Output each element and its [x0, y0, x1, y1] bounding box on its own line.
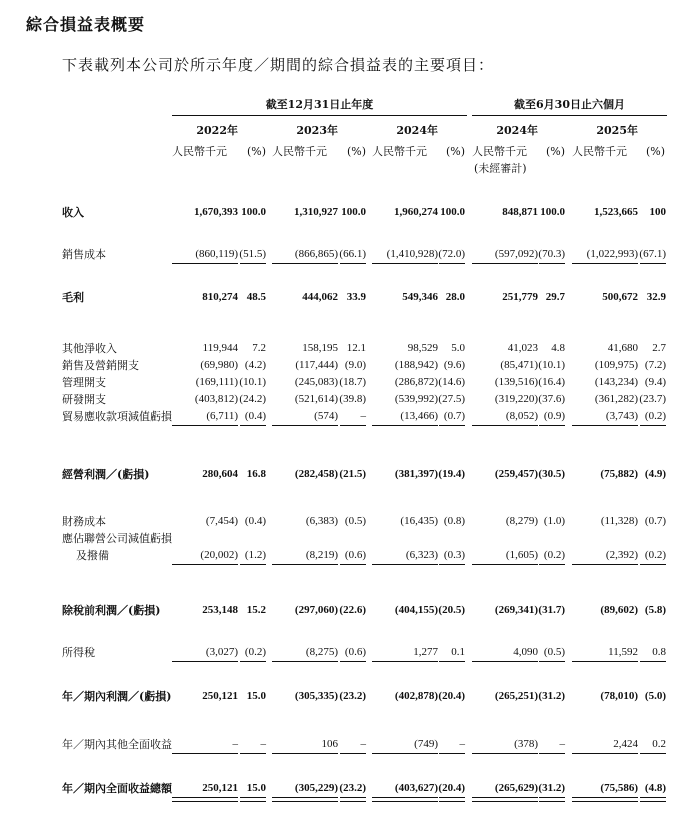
- amount-cell: (297,060): [294, 604, 338, 616]
- percent-cell: (1.0): [543, 515, 565, 527]
- amount-cell: (75,586): [600, 782, 638, 794]
- percent-cell: (31.7): [538, 604, 565, 616]
- amount-cell: (8,219): [305, 549, 338, 561]
- amount-cell: (381,397): [394, 468, 438, 480]
- percent-cell: (4.2): [244, 359, 266, 371]
- amount-cell: 280,604: [202, 468, 238, 480]
- row-label: 財務成本: [62, 515, 106, 528]
- amount-cell: (2,392): [605, 549, 638, 561]
- percent-cell: (16.4): [538, 376, 565, 388]
- amount-cell: (16,435): [400, 515, 438, 527]
- amount-cell: (3,743): [605, 410, 638, 422]
- row-label: 年／期內全面收益總額: [62, 782, 172, 795]
- amount-cell: (8,275): [305, 646, 338, 658]
- percent-cell: 0.1: [451, 646, 465, 658]
- row-label: 收入: [62, 206, 84, 219]
- unit-header-unaudited: (未經審計): [474, 162, 527, 175]
- percent-cell: (72.0): [438, 248, 465, 260]
- amount-cell: (286,872): [394, 376, 438, 388]
- percent-cell: (67.1): [639, 248, 666, 260]
- row-label: 除稅前利潤／(虧損): [62, 604, 161, 617]
- amount-cell: (169,111): [195, 376, 238, 388]
- percent-cell: 15.2: [246, 604, 266, 616]
- row-label: 所得稅: [62, 646, 95, 659]
- percent-cell: (0.4): [244, 410, 266, 422]
- single-underline: [172, 263, 238, 264]
- amount-cell: (7,454): [205, 515, 238, 527]
- amount-cell: (143,234): [594, 376, 638, 388]
- percent-cell: 33.9: [346, 291, 366, 303]
- single-underline: [240, 263, 266, 264]
- percent-cell: (24.2): [239, 393, 266, 405]
- row-label-continued: 及撥備: [76, 549, 109, 562]
- percent-cell: (31.2): [538, 690, 565, 702]
- percent-cell: (0.8): [443, 515, 465, 527]
- single-underline: [439, 564, 465, 565]
- percent-cell: 15.0: [246, 782, 266, 794]
- percent-cell: 100.0: [540, 206, 565, 218]
- percent-cell: (20.4): [438, 690, 465, 702]
- percent-cell: (0.6): [344, 549, 366, 561]
- unit-header-pct: (%): [445, 145, 465, 158]
- amount-cell: 848,871: [502, 206, 538, 218]
- percent-cell: (37.6): [538, 393, 565, 405]
- row-label: 研發開支: [62, 393, 106, 406]
- amount-cell: (13,466): [400, 410, 438, 422]
- amount-cell: 549,346: [402, 291, 438, 303]
- amount-cell: 41,680: [607, 342, 638, 354]
- single-underline: [539, 425, 565, 426]
- amount-cell: (305,229): [294, 782, 338, 794]
- single-underline: [340, 564, 366, 565]
- single-underline: [472, 263, 538, 264]
- amount-cell: (139,516): [494, 376, 538, 388]
- single-underline: [472, 661, 538, 662]
- amount-cell: (89,602): [600, 604, 638, 616]
- amount-cell: (69,980): [200, 359, 238, 371]
- percent-cell: (0.6): [344, 646, 366, 658]
- percent-cell: (0.2): [244, 646, 266, 658]
- single-underline: [640, 753, 666, 754]
- year-header-2022: 2022年: [196, 124, 238, 137]
- percent-cell: (14.6): [438, 376, 465, 388]
- row-label: 年／期內利潤／(虧損): [62, 690, 172, 703]
- amount-cell: (269,341): [494, 604, 538, 616]
- amount-cell: (188,942): [394, 359, 438, 371]
- amount-cell: (539,992): [394, 393, 438, 405]
- double-underline: [172, 797, 238, 802]
- amount-cell: (8,052): [505, 410, 538, 422]
- percent-cell: (31.2): [538, 782, 565, 794]
- percent-cell: (51.5): [239, 248, 266, 260]
- amount-cell: (75,882): [600, 468, 638, 480]
- percent-cell: (21.5): [339, 468, 366, 480]
- amount-cell: 1,523,665: [594, 206, 638, 218]
- percent-cell: (20.4): [438, 782, 465, 794]
- group-header-interim-rule: [472, 115, 667, 116]
- percent-cell: 32.9: [646, 291, 666, 303]
- amount-cell: 253,148: [202, 604, 238, 616]
- group-header-annual: 截至12月31日止年度: [265, 98, 374, 111]
- percent-cell: (10.1): [538, 359, 565, 371]
- unit-header-rmb: 人民幣千元: [372, 145, 427, 158]
- single-underline: [439, 263, 465, 264]
- year-header-2024-h1: 2024年: [496, 124, 538, 137]
- amount-cell: (1,022,993): [586, 248, 638, 260]
- amount-cell: (404,155): [394, 604, 438, 616]
- amount-cell: (20,002): [200, 549, 238, 561]
- percent-cell: (0.3): [443, 549, 465, 561]
- single-underline: [240, 661, 266, 662]
- single-underline: [172, 753, 238, 754]
- percent-cell: (0.9): [543, 410, 565, 422]
- amount-cell: (109,975): [594, 359, 638, 371]
- amount-cell: 1,310,927: [294, 206, 338, 218]
- amount-cell: (6,323): [405, 549, 438, 561]
- amount-cell: (6,711): [206, 410, 238, 422]
- single-underline: [439, 753, 465, 754]
- percent-cell: –: [360, 738, 366, 750]
- single-underline: [472, 753, 538, 754]
- double-underline: [272, 797, 338, 802]
- row-label: 管理開支: [62, 376, 106, 389]
- amount-cell: (574): [314, 410, 338, 422]
- single-underline: [272, 263, 338, 264]
- percent-cell: 4.8: [551, 342, 565, 354]
- amount-cell: 810,274: [202, 291, 238, 303]
- single-underline: [340, 263, 366, 264]
- double-underline: [240, 797, 266, 802]
- amount-cell: (403,812): [194, 393, 238, 405]
- amount-cell: (259,457): [494, 468, 538, 480]
- single-underline: [572, 263, 638, 264]
- amount-cell: 251,779: [502, 291, 538, 303]
- single-underline: [372, 661, 438, 662]
- single-underline: [472, 564, 538, 565]
- amount-cell: 1,670,393: [194, 206, 238, 218]
- percent-cell: (30.5): [538, 468, 565, 480]
- percent-cell: (4.8): [644, 782, 666, 794]
- amount-cell: (749): [414, 738, 438, 750]
- single-underline: [372, 564, 438, 565]
- single-underline: [340, 425, 366, 426]
- single-underline: [539, 753, 565, 754]
- unit-header-rmb: 人民幣千元: [272, 145, 327, 158]
- amount-cell: (521,614): [294, 393, 338, 405]
- percent-cell: (0.4): [244, 515, 266, 527]
- single-underline: [640, 564, 666, 565]
- row-label: 經營利潤／(虧損): [62, 468, 150, 481]
- unit-header-rmb: 人民幣千元: [472, 145, 527, 158]
- amount-cell: 250,121: [202, 782, 238, 794]
- amount-cell: (866,865): [294, 248, 338, 260]
- percent-cell: 100.0: [440, 206, 465, 218]
- single-underline: [372, 753, 438, 754]
- percent-cell: 100.0: [241, 206, 266, 218]
- single-underline: [439, 425, 465, 426]
- percent-cell: (0.5): [344, 515, 366, 527]
- amount-cell: 250,121: [202, 690, 238, 702]
- percent-cell: (9.0): [344, 359, 366, 371]
- row-label: 貿易應收款項減值虧損: [62, 410, 172, 423]
- amount-cell: (319,220): [494, 393, 538, 405]
- percent-cell: (0.7): [644, 515, 666, 527]
- single-underline: [240, 425, 266, 426]
- single-underline: [240, 753, 266, 754]
- percent-cell: (39.8): [339, 393, 366, 405]
- percent-cell: (22.6): [339, 604, 366, 616]
- amount-cell: 41,023: [507, 342, 538, 354]
- row-label: 年／期內其他全面收益: [62, 738, 172, 751]
- single-underline: [640, 661, 666, 662]
- amount-cell: (1,605): [505, 549, 538, 561]
- single-underline: [640, 425, 666, 426]
- row-label: 其他淨收入: [62, 342, 117, 355]
- percent-cell: (5.0): [644, 690, 666, 702]
- percent-cell: (70.3): [538, 248, 565, 260]
- percent-cell: (66.1): [339, 248, 366, 260]
- amount-cell: 1,277: [413, 646, 438, 658]
- amount-cell: (1,410,928): [386, 248, 438, 260]
- percent-cell: –: [559, 738, 565, 750]
- amount-cell: (402,878): [394, 690, 438, 702]
- single-underline: [272, 753, 338, 754]
- percent-cell: (19.4): [438, 468, 465, 480]
- percent-cell: (0.2): [644, 549, 666, 561]
- row-label: 銷售及營銷開支: [62, 359, 139, 372]
- percent-cell: 5.0: [451, 342, 465, 354]
- single-underline: [272, 661, 338, 662]
- amount-cell: 11,592: [608, 646, 638, 658]
- amount-cell: 444,062: [302, 291, 338, 303]
- percent-cell: (0.2): [543, 549, 565, 561]
- unit-header-rmb: 人民幣千元: [572, 145, 627, 158]
- single-underline: [172, 425, 238, 426]
- percent-cell: 12.1: [346, 342, 366, 354]
- single-underline: [272, 425, 338, 426]
- amount-cell: 2,424: [613, 738, 638, 750]
- unit-header-pct: (%): [246, 145, 266, 158]
- group-header-annual-rule: [172, 115, 467, 116]
- amount-cell: 158,195: [302, 342, 338, 354]
- percent-cell: 15.0: [246, 690, 266, 702]
- unit-header-pct: (%): [346, 145, 366, 158]
- single-underline: [240, 564, 266, 565]
- single-underline: [539, 661, 565, 662]
- double-underline: [539, 797, 565, 802]
- amount-cell: (245,083): [294, 376, 338, 388]
- percent-cell: 48.5: [246, 291, 266, 303]
- double-underline: [340, 797, 366, 802]
- single-underline: [340, 753, 366, 754]
- single-underline: [172, 564, 238, 565]
- percent-cell: 0.8: [652, 646, 666, 658]
- unit-header-pct: (%): [545, 145, 565, 158]
- unit-header-pct: (%): [645, 145, 665, 158]
- year-header-2025-h1: 2025年: [596, 124, 638, 137]
- amount-cell: (282,458): [294, 468, 338, 480]
- amount-cell: (11,328): [600, 515, 638, 527]
- percent-cell: 16.8: [246, 468, 266, 480]
- year-header-2023: 2023年: [296, 124, 338, 137]
- amount-cell: 106: [321, 738, 338, 750]
- percent-cell: 7.2: [252, 342, 266, 354]
- percent-cell: 100.0: [341, 206, 366, 218]
- amount-cell: (85,471): [500, 359, 538, 371]
- percent-cell: (7.2): [644, 359, 666, 371]
- amount-cell: (305,335): [294, 690, 338, 702]
- amount-cell: 119,944: [202, 342, 238, 354]
- percent-cell: (0.7): [443, 410, 465, 422]
- row-label: 毛利: [62, 291, 84, 304]
- single-underline: [272, 564, 338, 565]
- year-header-2024: 2024年: [396, 124, 438, 137]
- percent-cell: –: [360, 410, 366, 422]
- amount-cell: (8,279): [505, 515, 538, 527]
- amount-cell: (3,027): [205, 646, 238, 658]
- percent-cell: (10.1): [239, 376, 266, 388]
- amount-cell: (117,444): [295, 359, 338, 371]
- single-underline: [539, 263, 565, 264]
- percent-cell: (0.2): [644, 410, 666, 422]
- double-underline: [439, 797, 465, 802]
- amount-cell: (265,251): [494, 690, 538, 702]
- amount-cell: (361,282): [594, 393, 638, 405]
- percent-cell: –: [459, 738, 465, 750]
- percent-cell: (23.7): [639, 393, 666, 405]
- amount-cell: 4,090: [513, 646, 538, 658]
- single-underline: [572, 661, 638, 662]
- amount-cell: (6,383): [305, 515, 338, 527]
- single-underline: [172, 661, 238, 662]
- amount-cell: 500,672: [602, 291, 638, 303]
- percent-cell: (9.4): [644, 376, 666, 388]
- intro-text: 下表載列本公司於所示年度／期間的綜合損益表的主要項目：: [62, 56, 495, 74]
- percent-cell: (27.5): [438, 393, 465, 405]
- double-underline: [472, 797, 538, 802]
- amount-cell: (265,629): [494, 782, 538, 794]
- amount-cell: –: [232, 738, 238, 750]
- unit-header-rmb: 人民幣千元: [172, 145, 227, 158]
- section-title: 綜合損益表概要: [26, 15, 146, 34]
- percent-cell: 100: [649, 206, 666, 218]
- amount-cell: (597,092): [494, 248, 538, 260]
- amount-cell: (378): [514, 738, 538, 750]
- single-underline: [572, 425, 638, 426]
- double-underline: [572, 797, 638, 802]
- percent-cell: (4.9): [644, 468, 666, 480]
- row-label: 應佔聯營公司減值虧損: [62, 532, 172, 545]
- percent-cell: 2.7: [652, 342, 666, 354]
- amount-cell: (403,627): [394, 782, 438, 794]
- double-underline: [640, 797, 666, 802]
- row-label: 銷售成本: [62, 248, 106, 261]
- percent-cell: (5.8): [644, 604, 666, 616]
- double-underline: [372, 797, 438, 802]
- amount-cell: 98,529: [407, 342, 438, 354]
- percent-cell: 0.2: [652, 738, 666, 750]
- single-underline: [472, 425, 538, 426]
- single-underline: [439, 661, 465, 662]
- percent-cell: 28.0: [445, 291, 465, 303]
- amount-cell: (78,010): [600, 690, 638, 702]
- amount-cell: (860,119): [195, 248, 238, 260]
- percent-cell: (23.2): [339, 782, 366, 794]
- percent-cell: 29.7: [545, 291, 565, 303]
- single-underline: [372, 263, 438, 264]
- single-underline: [539, 564, 565, 565]
- percent-cell: –: [260, 738, 266, 750]
- single-underline: [372, 425, 438, 426]
- percent-cell: (1.2): [244, 549, 266, 561]
- percent-cell: (0.5): [543, 646, 565, 658]
- percent-cell: (20.5): [438, 604, 465, 616]
- single-underline: [340, 661, 366, 662]
- percent-cell: (23.2): [339, 690, 366, 702]
- amount-cell: 1,960,274: [394, 206, 438, 218]
- single-underline: [572, 564, 638, 565]
- group-header-interim: 截至6月30日止六個月: [514, 98, 625, 111]
- percent-cell: (18.7): [339, 376, 366, 388]
- percent-cell: (9.6): [443, 359, 465, 371]
- single-underline: [572, 753, 638, 754]
- single-underline: [640, 263, 666, 264]
